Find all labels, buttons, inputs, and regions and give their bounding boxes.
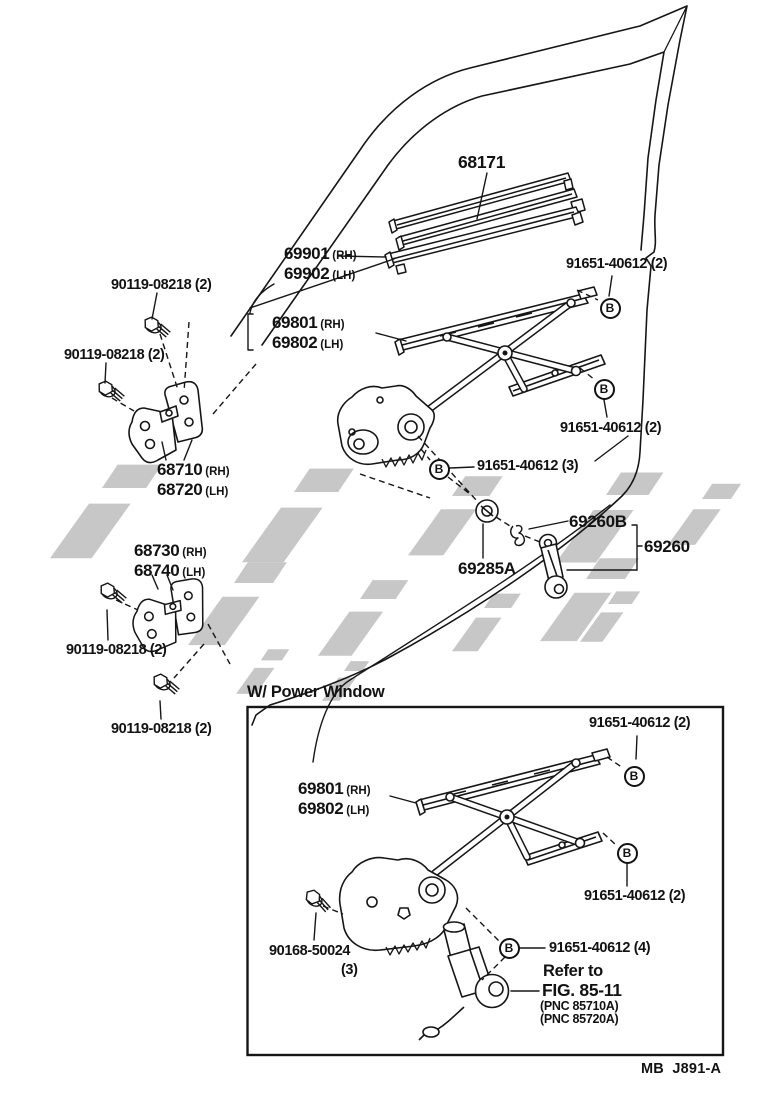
part-label-69801-69802: 69801 (RH) 69802 (LH) [272, 313, 345, 352]
watermark-pattern [50, 465, 741, 701]
part-label-91651-40612-2-lower: 91651-40612 (2) [560, 420, 662, 436]
inset-refer-pnc-2: (PNC 85720A) [540, 1012, 619, 1026]
fastener-b-symbol-4: B [624, 766, 645, 787]
inset-label-90168-50024: 90168-50024 [269, 943, 351, 959]
inset-refer-pnc-1: (PNC 85710A) [540, 999, 619, 1013]
part-label-90119-08218-1: 90119-08218 (2) [111, 277, 212, 293]
inset-label-91651-40612-2-upper: 91651-40612 (2) [589, 715, 691, 731]
fastener-b-symbol-5: B [617, 843, 638, 864]
inset-refer-fig: FIG. 85-11 [542, 980, 622, 1000]
part-label-90119-08218-3: 90119-08218 (2) [66, 642, 167, 658]
regulator-assembly-manual [338, 287, 605, 467]
inset-label-91651-40612-4: 91651-40612 (4) [549, 940, 651, 956]
fastener-b-symbol-2: B [594, 379, 615, 400]
inset-label-90168-50024-qty: (3) [341, 962, 358, 978]
door-hinge-upper [129, 382, 202, 463]
fastener-b-symbol-1: B [600, 298, 621, 319]
part-label-69901-69902: 69901 (RH) 69902 (LH) [284, 244, 357, 283]
part-label-68730-68740: 68730 (RH) 68740 (LH) [134, 541, 207, 580]
inset-title: W/ Power Window [247, 683, 385, 701]
part-label-90119-08218-4: 90119-08218 (2) [111, 721, 212, 737]
part-label-69260B: 69260B [569, 512, 627, 531]
part-label-91651-40612-2-upper: 91651-40612 (2) [566, 256, 668, 272]
footer-drawing-code: MB J891-A [641, 1061, 722, 1077]
part-label-68171: 68171 [458, 152, 506, 172]
part-label-90119-08218-2: 90119-08218 (2) [64, 347, 165, 363]
inset-refer-to: Refer to [543, 962, 603, 980]
inset-label-91651-40612-2-lower: 91651-40612 (2) [584, 888, 686, 904]
fastener-b-symbol-6: B [499, 938, 520, 959]
part-label-69260: 69260 [644, 537, 690, 556]
inset-label-69801-69802: 69801 (RH) 69802 (LH) [298, 779, 371, 818]
part-label-91651-40612-3: 91651-40612 (3) [477, 458, 579, 474]
window-crank-69260 [476, 500, 567, 598]
part-label-68710-68720: 68710 (RH) 68720 (LH) [157, 460, 230, 499]
regulator-assembly-power [340, 749, 610, 955]
power-window-bolt [303, 888, 334, 914]
fastener-b-symbol-3: B [429, 459, 450, 480]
part-label-69285A: 69285A [458, 559, 516, 578]
